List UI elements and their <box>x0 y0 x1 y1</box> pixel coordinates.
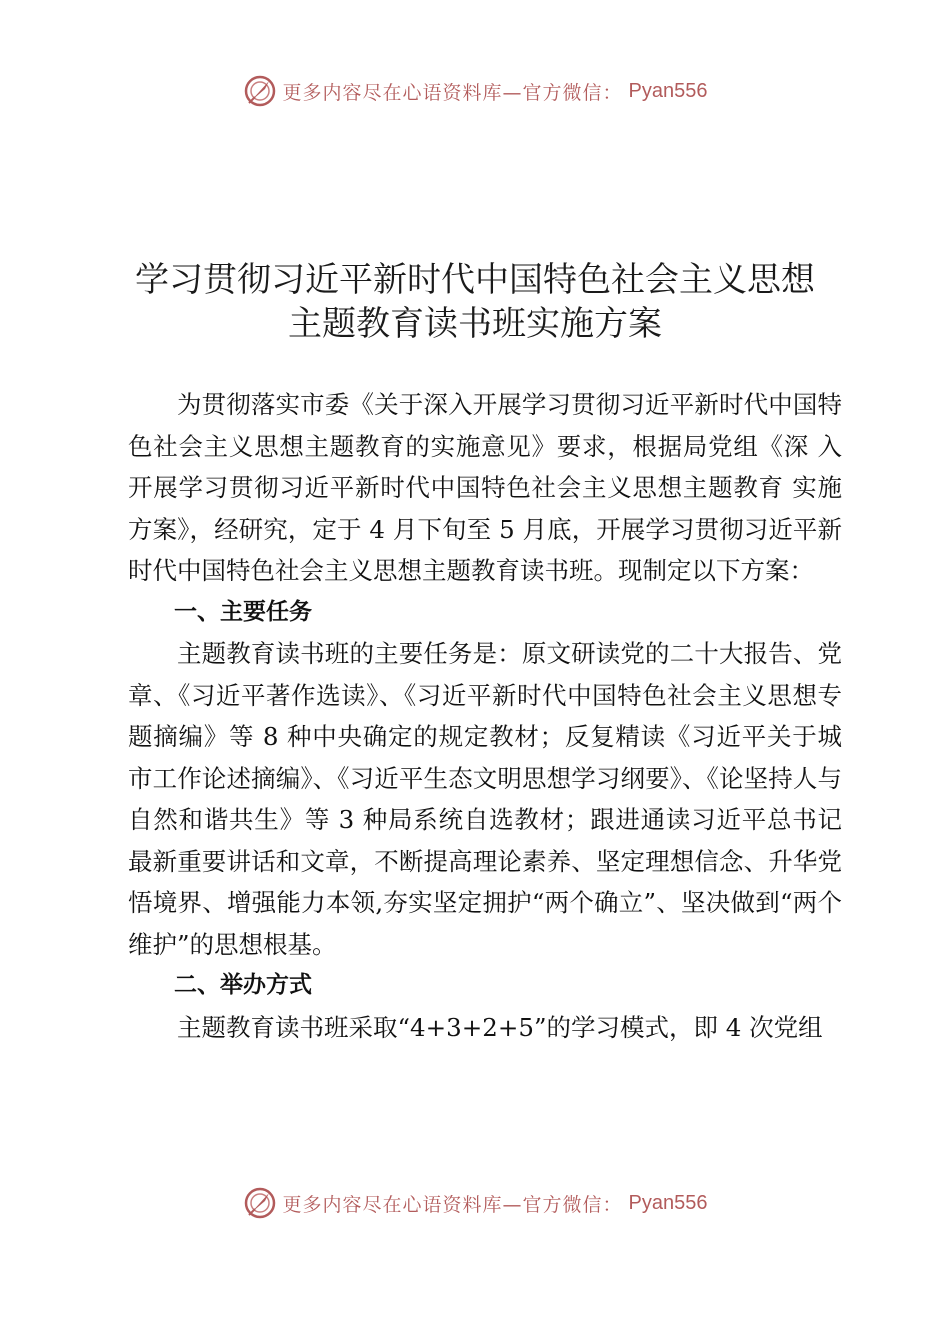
quill-seal-icon <box>243 1186 277 1220</box>
watermark-text: 更多内容尽在心语资料库—官方微信： <box>282 1193 623 1216</box>
footer-watermark <box>0 1186 950 1220</box>
section-heading-main-tasks: 一、主要任务 <box>174 598 312 625</box>
main-tasks-paragraph: 主题教育读书班的主要任务是：原文研读党的二十大报告、党章、《习近平著作选读》、《习近平新时代中国特色社会主义思想专题摘编》等 8 种中央确定的规定教材；反复精读《习近平关于城市工作论述摘编》、《习近平生态文明思想学习纲要》、《论坚持人与自然和谐共生》等 3 种局系统自选教材；跟进通读习近平总书记最新重要讲话和文章，不断提高理论素养、坚定理想信念、升华党悟境界、增强能力本领,夯实坚定拥护“两个确立”、坚决做到“两个维护”的思想根基。 <box>128 639 842 959</box>
watermark-wechat-id: Pyan556 <box>628 79 708 102</box>
title-line-1: 学习贯彻习近平新时代中国特色社会主义思想 <box>135 260 815 300</box>
title-line-2: 主题教育读书班实施方案 <box>288 304 662 344</box>
watermark-wechat-id: Pyan556 <box>628 1191 708 1214</box>
quill-seal-icon <box>243 74 277 108</box>
header-watermark <box>0 74 950 108</box>
section-heading-format: 二、举办方式 <box>174 972 312 998</box>
document-title <box>60 258 890 346</box>
watermark-text: 更多内容尽在心语资料库—官方微信： <box>282 81 623 104</box>
format-paragraph: 主题教育读书班采取“4+3+2+5”的学习模式，即 4 次党组 <box>177 1012 823 1042</box>
document-body <box>128 384 842 1048</box>
intro-paragraph: 为贯彻落实市委《关于深入开展学习贯彻习近平新时代中国特色社会主义思想主题教育的实施意见》要求，根据局党组《深 入开展学习贯彻习近平新时代中国特色社会主义思想主题教育 实施方案》，经研究，定于 4 月下旬至 5 月底，开展学习贯彻习近平新时代中国特色社会主义思想主题教育读书班。现制定以下方案： <box>128 390 842 585</box>
